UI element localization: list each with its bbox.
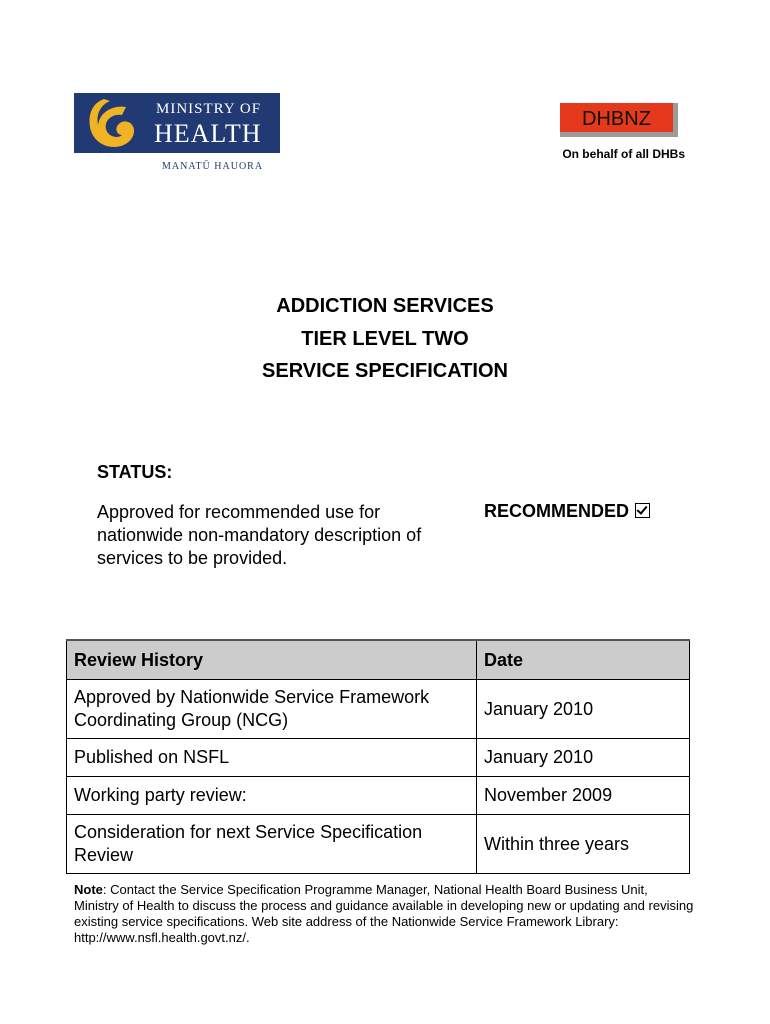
review-history-table <box>66 639 690 874</box>
date-cell: Within three years <box>477 815 690 874</box>
moh-line-2: HEALTH <box>154 119 262 148</box>
status-description: Approved for recommended use for nationwide non-mandatory description of services to be provided. <box>97 502 422 568</box>
dhb-behalf-text: On behalf of all DHBs <box>562 147 685 161</box>
date-cell: November 2009 <box>477 777 690 815</box>
table-row <box>67 680 690 739</box>
review-cell: Published on NSFL <box>67 739 477 777</box>
review-cell: Working party review: <box>67 777 477 815</box>
koru-logo-icon <box>74 93 154 153</box>
table-row <box>67 739 690 777</box>
note-text: : Contact the Service Specification Programme Manager, National Health Board Business Unit, Ministry of Health to discuss the process and guidance available in developing new or updating and revising existing service specifications. Web site address of the Nationwide Service Framework Library: http://www.nsfl.health.govt.nz/. <box>74 882 694 945</box>
review-cell: Approved by Nationwide Service Framework Coordinating Group (NCG) <box>67 680 477 739</box>
recommended-label: RECOMMENDED <box>484 501 630 521</box>
checked-checkbox-icon <box>635 503 650 518</box>
ministry-of-health-logo <box>74 93 280 153</box>
dhbnz-badge-label: DHBNZ <box>582 108 651 130</box>
dhbnz-badge <box>560 103 678 137</box>
recommended-status <box>484 501 650 522</box>
table-row <box>67 815 690 874</box>
table-row <box>67 777 690 815</box>
footer-note <box>74 882 694 946</box>
date-cell: January 2010 <box>477 680 690 739</box>
moh-line-1: MINISTRY OF <box>156 101 262 117</box>
review-history-header: Review History <box>67 640 477 680</box>
table-header-row <box>67 640 690 680</box>
doc-title-line-2: TIER LEVEL TWO <box>301 328 469 350</box>
date-cell: January 2010 <box>477 739 690 777</box>
moh-maori-name: MANATŪ HAUORA <box>162 161 264 172</box>
date-header: Date <box>477 640 690 680</box>
doc-title-line-3: SERVICE SPECIFICATION <box>262 360 508 382</box>
doc-title-line-1: ADDICTION SERVICES <box>276 295 494 317</box>
note-label: Note <box>74 882 103 897</box>
review-cell: Consideration for next Service Specification Review <box>67 815 477 874</box>
status-label: STATUS: <box>97 462 173 482</box>
